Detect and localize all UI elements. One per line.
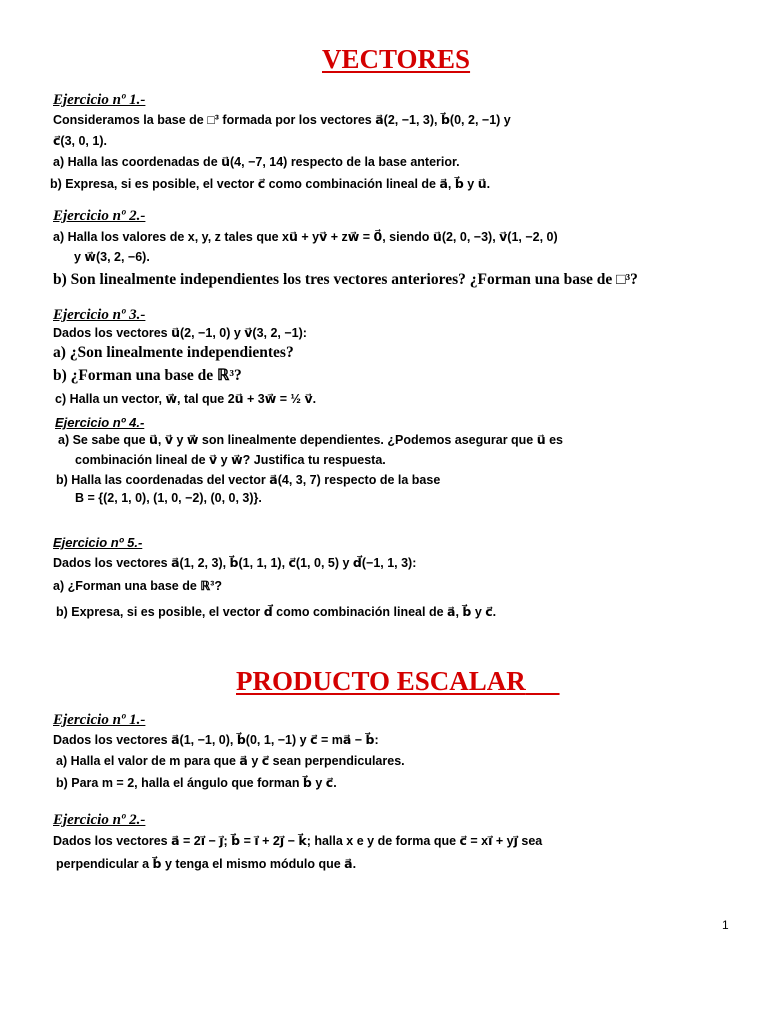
- exercise-line: a) Halla las coordenadas de u⃗(4, −7, 14) respecto de la base anterior.: [53, 155, 460, 169]
- section-title-vectores: VECTORES: [322, 44, 471, 74]
- exercise-heading: Ejercicio nº 2.-: [53, 208, 146, 224]
- exercise-line: y w⃗(3, 2, −6).: [74, 250, 150, 264]
- exercise-heading: Ejercicio nº 4.-: [55, 415, 145, 430]
- exercise-line: a) Halla los valores de x, y, z tales que xu⃗ + yv⃗ + zw⃗ = 0⃗, siendo u⃗(2, 0, −3), v⃗(1, −2, 0): [53, 230, 558, 244]
- exercise-line: b) Expresa, si es posible, el vector c⃗ como combinación lineal de a⃗, b⃗ y u⃗.: [50, 177, 491, 191]
- exercise-line: c) Halla un vector, w⃗, tal que 2u⃗ + 3w⃗ = ½ v⃗.: [55, 392, 317, 406]
- exercise-heading: Ejercicio nº 2.-: [53, 812, 146, 828]
- exercise-line: Dados los vectores a⃗(1, −1, 0), b⃗(0, 1, −1) y c⃗ = ma⃗ − b⃗:: [53, 733, 379, 747]
- section-title-text: PRODUCTO ESCALAR: [236, 666, 526, 696]
- exercise-line: b) Para m = 2, halla el ángulo que forman b⃗ y c⃗.: [56, 776, 337, 790]
- exercise-line: a) Se sabe que u⃗, v⃗ y w⃗ son linealmente dependientes. ¿Podemos asegurar que u⃗ es: [58, 433, 564, 447]
- exercise-line: Dados los vectores u⃗(2, −1, 0) y v⃗(3, 2, −1):: [53, 326, 307, 340]
- exercise-line: Dados los vectores a⃗(1, 2, 3), b⃗(1, 1, 1), c⃗(1, 0, 5) y d⃗(−1, 1, 3):: [53, 556, 417, 570]
- section-title-producto-escalar: [236, 666, 560, 697]
- exercise-line: B = {(2, 1, 0), (1, 0, −2), (0, 0, 3)}.: [75, 491, 262, 505]
- exercise-line: perpendicular a b⃗ y tenga el mismo módulo que a⃗.: [56, 857, 357, 871]
- exercise-line: Dados los vectores a⃗ = 2i⃗ − j⃗; b⃗ = i⃗ + 2j⃗ − k⃗; halla x e y de forma que c⃗ = xi⃗ + yj⃗ sea: [53, 834, 543, 848]
- exercise-heading: Ejercicio nº 5.-: [53, 535, 143, 550]
- exercise-heading: Ejercicio nº 1.-: [53, 712, 146, 728]
- exercise-line: c⃗(3, 0, 1).: [53, 134, 107, 148]
- page-number: 1: [722, 918, 729, 932]
- exercise-line: combinación lineal de v⃗ y w⃗? Justifica tu respuesta.: [75, 453, 386, 467]
- exercise-line: b) ¿Forman una base de ℝ³?: [53, 367, 242, 384]
- exercise-line: Consideramos la base de □³ formada por los vectores a⃗(2, −1, 3), b⃗(0, 2, −1) y: [53, 113, 511, 127]
- exercise-line: b) Expresa, si es posible, el vector d⃗ como combinación lineal de a⃗, b⃗ y c⃗.: [56, 605, 497, 619]
- exercise-heading: Ejercicio nº 3.-: [53, 307, 146, 323]
- exercise-line: a) ¿Forman una base de ℝ³?: [53, 579, 222, 593]
- exercise-line: b) Halla las coordenadas del vector a⃗(4, 3, 7) respecto de la base: [56, 473, 441, 487]
- exercise-line: a) Halla el valor de m para que a⃗ y c⃗ sean perpendiculares.: [56, 754, 405, 768]
- title-underline-extension: [526, 666, 560, 696]
- exercise-line: b) Son linealmente independientes los tres vectores anteriores? ¿Forman una base de □³?: [53, 271, 638, 288]
- exercise-heading: Ejercicio nº 1.-: [53, 92, 146, 108]
- exercise-line: a) ¿Son linealmente independientes?: [53, 344, 294, 361]
